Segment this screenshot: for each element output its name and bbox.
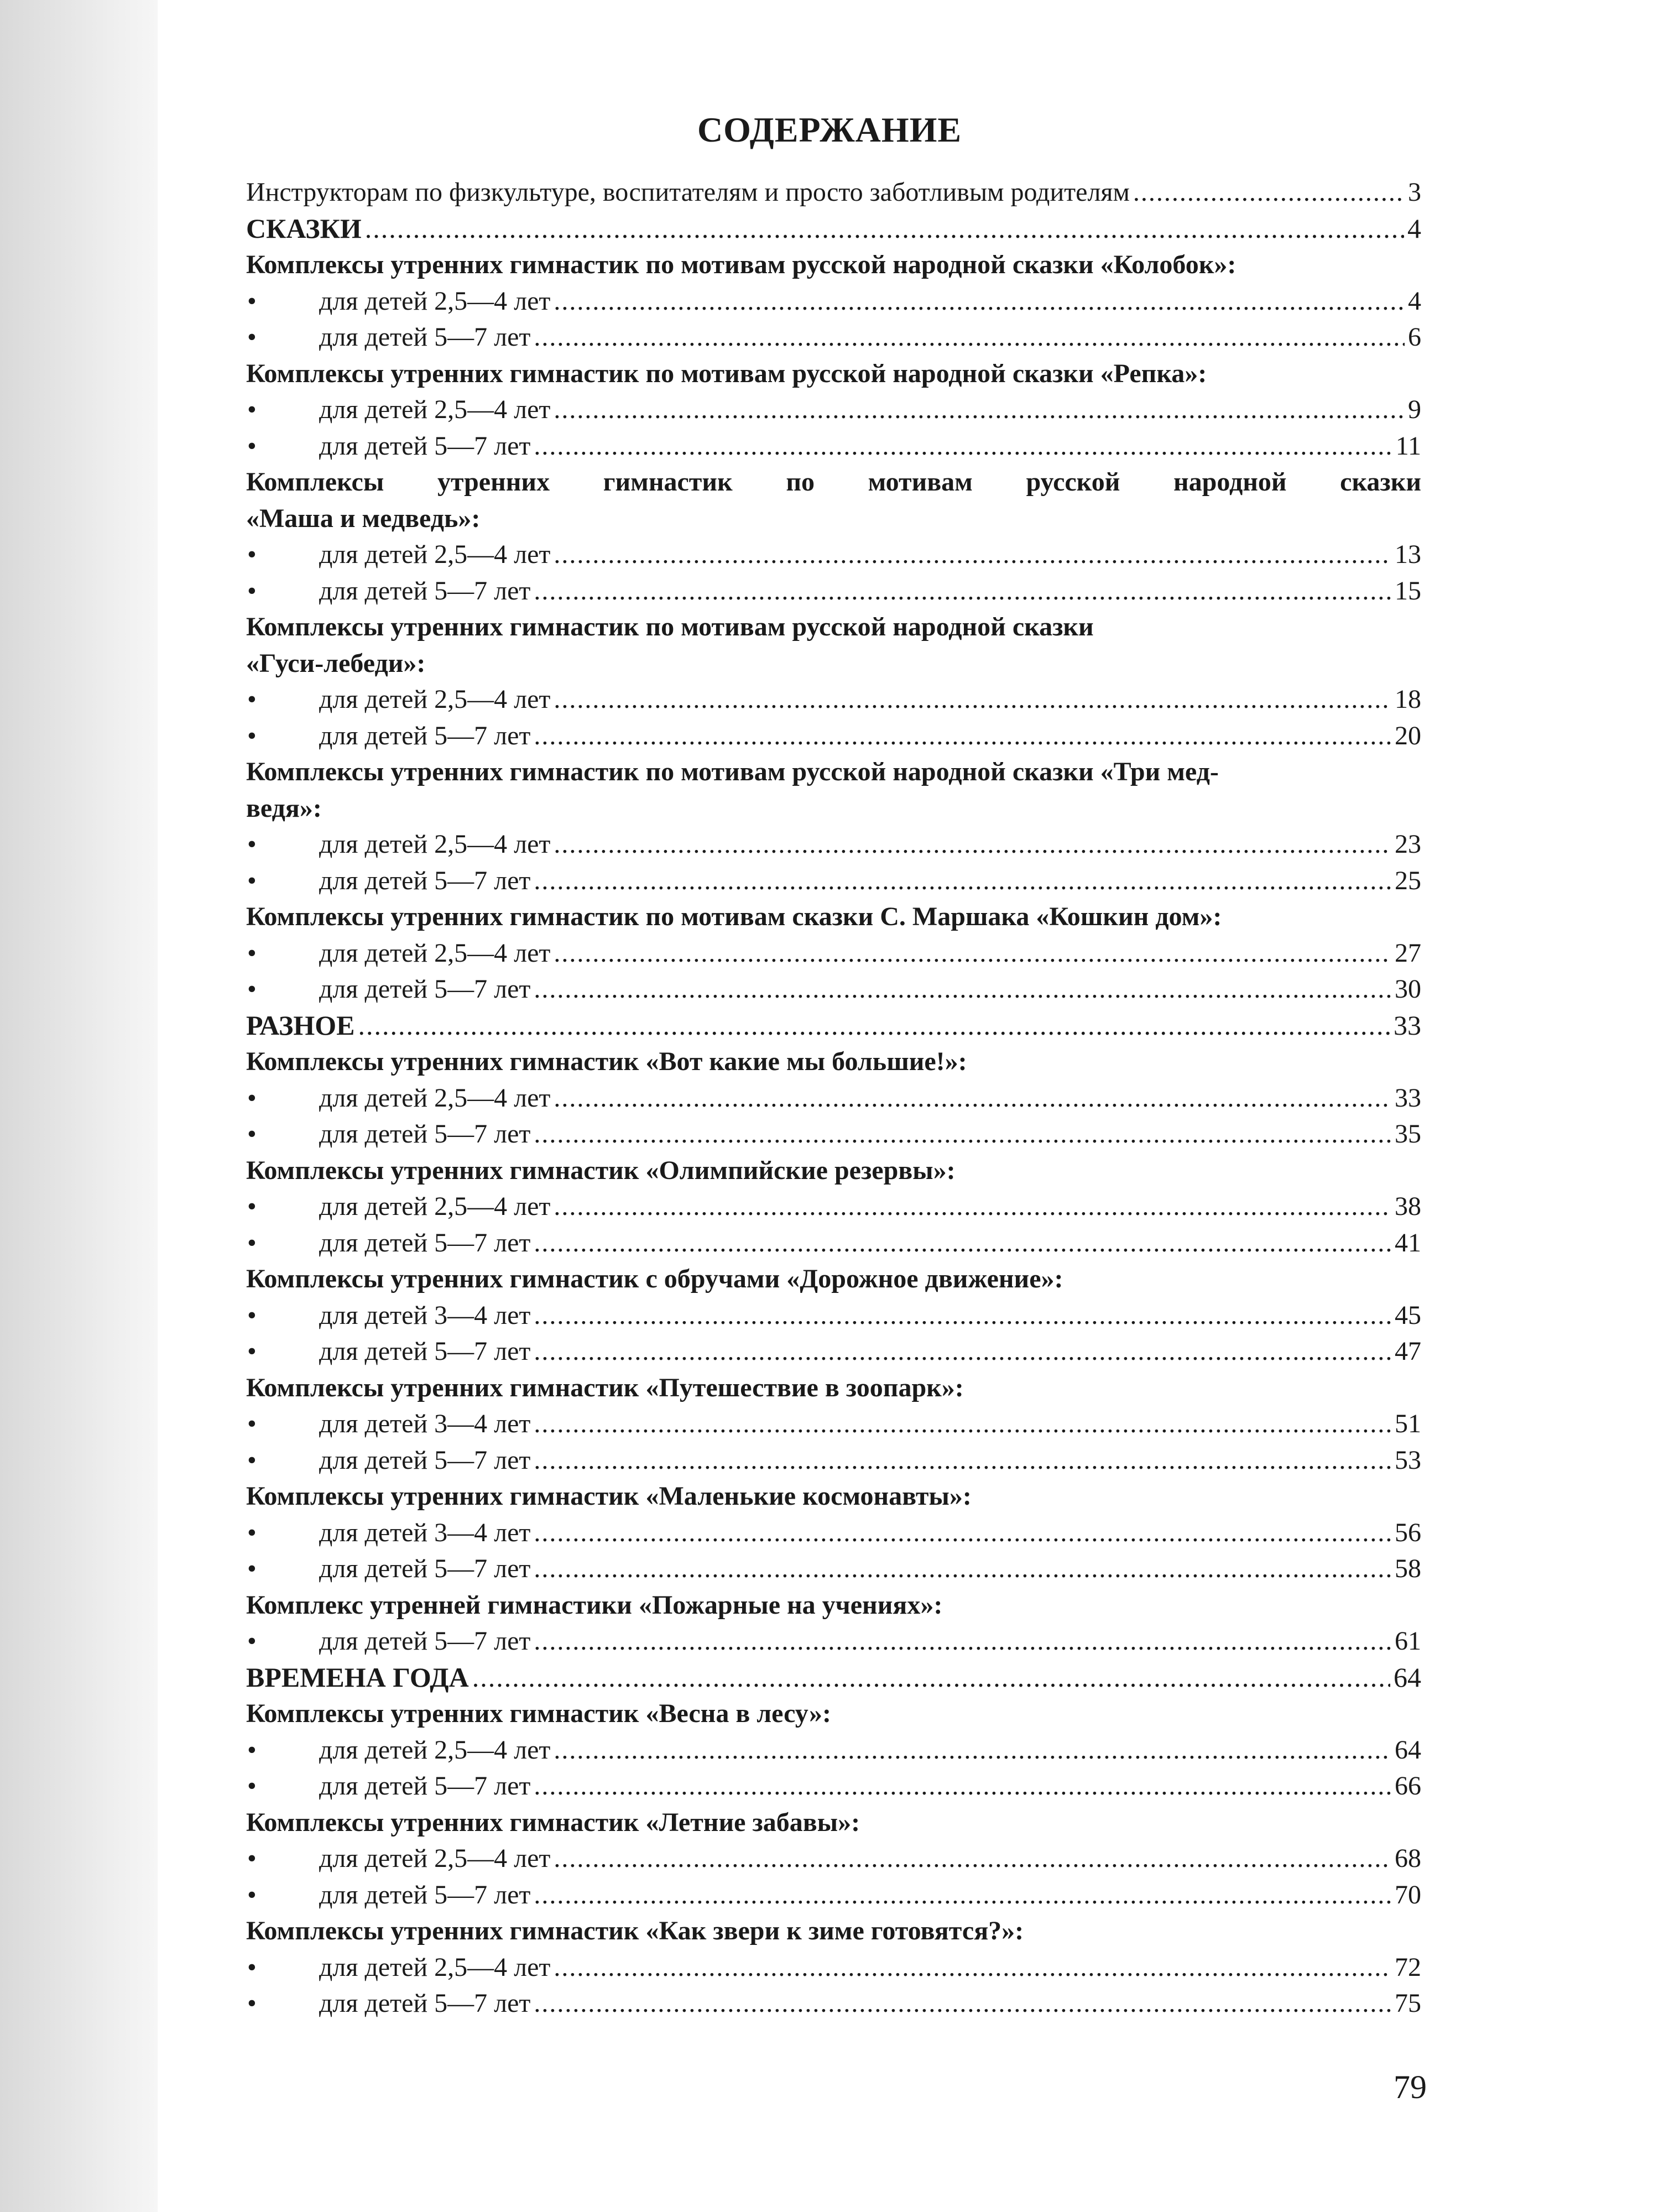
toc-entry-text: для детей 2,5—4 лет xyxy=(319,395,551,424)
dot-leader xyxy=(534,428,1392,465)
toc-subentry xyxy=(246,1515,1421,1551)
toc-page-number: 15 xyxy=(1395,576,1421,606)
toc-entry-text: для детей 5—7 лет xyxy=(319,322,531,352)
toc-subentry xyxy=(246,1442,1421,1479)
toc-heading xyxy=(246,464,1421,500)
toc-subentry xyxy=(246,1877,1421,1913)
bullet-icon: • xyxy=(247,938,257,968)
toc-entry-text: Комплексы утренних гимнастик по мотивам сказки С. Маршака «Кошкин дом»: xyxy=(246,902,1222,931)
bullet-icon: • xyxy=(247,1952,257,1982)
toc-subentry xyxy=(246,1949,1421,1986)
toc-subentry xyxy=(246,319,1421,356)
dot-leader xyxy=(554,935,1391,972)
bullet-icon: • xyxy=(247,431,257,461)
toc-subentry xyxy=(246,1985,1421,2022)
toc-entry-text: Комплексы утренних гимнастик «Весна в лесу»: xyxy=(246,1699,831,1728)
toc-page-number: 75 xyxy=(1395,1989,1421,2018)
toc-entry-text: Инструкторам по физкультуре, воспитателям и просто заботливым родителям xyxy=(246,178,1130,207)
dot-leader xyxy=(534,1551,1391,1587)
bullet-icon: • xyxy=(247,1300,257,1330)
toc-entry-text: для детей 5—7 лет xyxy=(319,1880,531,1910)
toc-subentry xyxy=(246,1840,1421,1877)
toc-page-number: 11 xyxy=(1395,431,1421,461)
toc-heading xyxy=(246,356,1421,392)
toc-entry-text: Комплексы утренних гимнастик по мотивам русской народной сказки xyxy=(246,467,1421,497)
dot-leader xyxy=(534,1116,1391,1152)
toc-subentry xyxy=(246,428,1421,465)
table-of-contents xyxy=(246,174,1421,2022)
toc-entry-text: для детей 2,5—4 лет xyxy=(319,1844,551,1873)
toc-page-number: 45 xyxy=(1395,1300,1421,1330)
toc-heading xyxy=(246,790,1421,827)
toc-subentry xyxy=(246,1080,1421,1117)
toc-page-number: 61 xyxy=(1395,1626,1421,1656)
toc-page-number: 33 xyxy=(1395,1083,1421,1113)
toc-entry-text: для детей 5—7 лет xyxy=(319,1554,531,1583)
toc-page-number: 9 xyxy=(1408,395,1421,424)
toc-heading xyxy=(246,1587,1421,1624)
dot-leader xyxy=(554,536,1391,573)
page-title: СОДЕРЖАНИЕ xyxy=(697,110,962,149)
toc-entry-text: для детей 2,5—4 лет xyxy=(319,685,551,714)
bullet-icon: • xyxy=(247,1844,257,1873)
page-edge-shadow xyxy=(0,0,158,2212)
toc-entry-text: Комплекс утренней гимнастики «Пожарные на учениях»: xyxy=(246,1590,943,1620)
bullet-icon: • xyxy=(247,1880,257,1910)
toc-entry-text: для детей 3—4 лет xyxy=(319,1517,531,1547)
toc-page-number: 64 xyxy=(1395,1735,1421,1765)
toc-subentry xyxy=(246,863,1421,899)
toc-entry-text: Комплексы утренних гимнастик по мотивам русской народной сказки xyxy=(246,612,1094,641)
toc-subentry xyxy=(246,1116,1421,1152)
bullet-icon: • xyxy=(247,322,257,352)
dot-leader xyxy=(534,1225,1391,1261)
toc-page-number: 30 xyxy=(1395,974,1421,1004)
toc-entry-text: для детей 2,5—4 лет xyxy=(319,830,551,859)
toc-subentry xyxy=(246,681,1421,718)
toc-page-number: 51 xyxy=(1395,1409,1421,1438)
toc-subentry xyxy=(246,1768,1421,1804)
toc-page-number: 41 xyxy=(1395,1228,1421,1258)
dot-leader xyxy=(554,1080,1391,1117)
dot-leader xyxy=(554,1949,1391,1986)
toc-entry-text: для детей 3—4 лет xyxy=(319,1409,531,1438)
toc-subentry xyxy=(246,536,1421,573)
bullet-icon: • xyxy=(247,540,257,569)
toc-page-number: 38 xyxy=(1395,1192,1421,1221)
bullet-icon: • xyxy=(247,865,257,895)
toc-subentry xyxy=(246,718,1421,754)
dot-leader xyxy=(534,1442,1391,1479)
dot-leader xyxy=(365,211,1404,247)
bullet-icon: • xyxy=(247,1119,257,1149)
toc-page-number: 33 xyxy=(1394,1009,1421,1041)
dot-leader xyxy=(534,1985,1391,2022)
dot-leader xyxy=(534,1877,1391,1913)
toc-entry-text: Комплексы утренних гимнастик «Вот какие мы большие!»: xyxy=(246,1047,967,1076)
toc-page-number: 20 xyxy=(1395,721,1421,750)
toc-entry-text: Комплексы утренних гимнастик «Летние забавы»: xyxy=(246,1807,860,1837)
dot-leader xyxy=(554,1732,1391,1768)
toc-heading xyxy=(246,754,1421,790)
toc-heading xyxy=(246,1804,1421,1841)
toc-page-number: 4 xyxy=(1408,286,1421,316)
toc-entry-text: для детей 5—7 лет xyxy=(319,431,531,461)
bullet-icon: • xyxy=(247,974,257,1004)
toc-entry-text: для детей 5—7 лет xyxy=(319,1337,531,1366)
toc-heading xyxy=(246,1913,1421,1949)
toc-page-number: 56 xyxy=(1395,1517,1421,1547)
bullet-icon: • xyxy=(247,830,257,859)
toc-subentry xyxy=(246,1333,1421,1370)
toc-entry-text: для детей 2,5—4 лет xyxy=(319,938,551,968)
toc-entry-text: Комплексы утренних гимнастик «Как звери к зиме готовятся?»: xyxy=(246,1916,1024,1945)
bullet-icon: • xyxy=(247,1554,257,1583)
toc-entry-text: для детей 5—7 лет xyxy=(319,1445,531,1475)
toc-heading xyxy=(246,1152,1421,1189)
toc-subentry xyxy=(246,1225,1421,1261)
dot-leader xyxy=(554,1188,1391,1225)
toc-subentry xyxy=(246,283,1421,320)
bullet-icon: • xyxy=(247,721,257,750)
page-number: 79 xyxy=(1394,2069,1427,2105)
dot-leader xyxy=(534,863,1391,899)
toc-heading xyxy=(246,609,1421,645)
toc-subentry xyxy=(246,573,1421,609)
toc-subentry xyxy=(246,1406,1421,1442)
bullet-icon: • xyxy=(247,1626,257,1656)
toc-subentry xyxy=(246,826,1421,863)
bullet-icon: • xyxy=(247,1445,257,1475)
toc-entry-text: Комплексы утренних гимнастик по мотивам русской народной сказки «Три мед- xyxy=(246,757,1219,786)
toc-entry-text: Комплексы утренних гимнастик с обручами «Дорожное движение»: xyxy=(246,1264,1063,1293)
toc-page-number: 6 xyxy=(1408,322,1421,352)
toc-page-number: 23 xyxy=(1395,830,1421,859)
toc-page-number: 25 xyxy=(1395,865,1421,895)
dot-leader xyxy=(534,319,1405,356)
toc-entry-text: Комплексы утренних гимнастик «Путешествие в зоопарк»: xyxy=(246,1373,964,1402)
dot-leader xyxy=(554,392,1405,428)
dot-leader xyxy=(554,1840,1391,1877)
toc-heading xyxy=(246,645,1421,682)
toc-subentry xyxy=(246,1732,1421,1768)
bullet-icon: • xyxy=(247,1409,257,1438)
bullet-icon: • xyxy=(247,1192,257,1221)
dot-leader xyxy=(554,283,1405,320)
toc-heading xyxy=(246,1370,1421,1406)
bullet-icon: • xyxy=(247,286,257,316)
toc-heading xyxy=(246,1478,1421,1515)
toc-heading xyxy=(246,899,1421,935)
toc-page-number: 58 xyxy=(1395,1554,1421,1583)
toc-section xyxy=(246,211,1421,247)
toc-entry-text: для детей 2,5—4 лет xyxy=(319,1735,551,1765)
toc-page-number: 47 xyxy=(1395,1337,1421,1366)
bullet-icon: • xyxy=(247,395,257,424)
toc-entry-text: Комплексы утренних гимнастик «Олимпийские резервы»: xyxy=(246,1155,956,1185)
toc-section xyxy=(246,1660,1421,1696)
toc-entry-text: для детей 5—7 лет xyxy=(319,865,531,895)
bullet-icon: • xyxy=(247,1228,257,1258)
toc-page-number: 53 xyxy=(1395,1445,1421,1475)
dot-leader xyxy=(554,826,1391,863)
toc-entry-text: для детей 5—7 лет xyxy=(319,721,531,750)
toc-subentry xyxy=(246,1297,1421,1334)
dot-leader xyxy=(534,1406,1391,1442)
toc-page-number: 70 xyxy=(1395,1880,1421,1910)
toc-entry-text: Комплексы утренних гимнастик по мотивам русской народной сказки «Репка»: xyxy=(246,358,1207,388)
dot-leader xyxy=(358,1008,1390,1044)
bullet-icon: • xyxy=(247,1517,257,1547)
toc-heading xyxy=(246,1044,1421,1080)
toc-page-number: 4 xyxy=(1407,212,1421,244)
toc-entry-text: для детей 5—7 лет xyxy=(319,974,531,1004)
toc-subentry xyxy=(246,935,1421,972)
bullet-icon: • xyxy=(247,1735,257,1765)
toc-heading xyxy=(246,1261,1421,1297)
dot-leader xyxy=(534,1515,1391,1551)
toc-section xyxy=(246,1008,1421,1044)
dot-leader xyxy=(534,718,1391,754)
dot-leader xyxy=(554,681,1391,718)
toc-page-number: 68 xyxy=(1395,1844,1421,1873)
bullet-icon: • xyxy=(247,685,257,714)
toc-entry-text: СКАЗКИ xyxy=(246,212,362,244)
dot-leader xyxy=(534,573,1391,609)
toc-page-number: 72 xyxy=(1395,1952,1421,1982)
bullet-icon: • xyxy=(247,1083,257,1113)
toc-entry-text: для детей 2,5—4 лет xyxy=(319,1083,551,1113)
toc-page-number: 3 xyxy=(1408,178,1421,207)
toc-page-number: 18 xyxy=(1395,685,1421,714)
toc-entry-text: для детей 2,5—4 лет xyxy=(319,1952,551,1982)
dot-leader xyxy=(534,1768,1391,1804)
bullet-icon: • xyxy=(247,1337,257,1366)
toc-entry-text: для детей 5—7 лет xyxy=(319,1119,531,1149)
toc-subentry xyxy=(246,971,1421,1008)
toc-entry xyxy=(246,174,1421,211)
toc-entry-text: РАЗНОЕ xyxy=(246,1009,355,1041)
toc-subentry xyxy=(246,1551,1421,1587)
toc-subentry xyxy=(246,392,1421,428)
dot-leader xyxy=(534,971,1391,1008)
toc-entry-text: «Гуси-лебеди»: xyxy=(246,648,426,678)
toc-entry-text: для детей 5—7 лет xyxy=(319,576,531,606)
toc-subentry xyxy=(246,1188,1421,1225)
toc-page-number: 64 xyxy=(1394,1661,1421,1693)
dot-leader xyxy=(1133,174,1405,211)
toc-heading xyxy=(246,500,1421,537)
toc-entry-text: для детей 5—7 лет xyxy=(319,1626,531,1656)
toc-entry-text: для детей 2,5—4 лет xyxy=(319,1192,551,1221)
toc-entry-text: «Маша и медведь»: xyxy=(246,503,481,533)
dot-leader xyxy=(534,1623,1391,1660)
toc-entry-text: Комплексы утренних гимнастик по мотивам русской народной сказки «Колобок»: xyxy=(246,250,1237,279)
toc-heading xyxy=(246,247,1421,283)
toc-entry-text: для детей 2,5—4 лет xyxy=(319,286,551,316)
dot-leader xyxy=(534,1333,1391,1370)
bullet-icon: • xyxy=(247,1989,257,2018)
toc-entry-text: для детей 2,5—4 лет xyxy=(319,540,551,569)
bullet-icon: • xyxy=(247,1771,257,1801)
bullet-icon: • xyxy=(247,576,257,606)
dot-leader xyxy=(534,1297,1391,1334)
toc-page-number: 27 xyxy=(1395,938,1421,968)
toc-page-number: 66 xyxy=(1395,1771,1421,1801)
dot-leader xyxy=(472,1660,1390,1696)
toc-entry-text: ВРЕМЕНА ГОДА xyxy=(246,1661,469,1693)
toc-entry-text: ведя»: xyxy=(246,793,322,823)
toc-entry-text: для детей 5—7 лет xyxy=(319,1228,531,1258)
toc-entry-text: Комплексы утренних гимнастик «Маленькие космонавты»: xyxy=(246,1481,972,1511)
toc-entry-text: для детей 5—7 лет xyxy=(319,1989,531,2018)
toc-page-number: 13 xyxy=(1395,540,1421,569)
toc-entry-text: для детей 3—4 лет xyxy=(319,1300,531,1330)
toc-subentry xyxy=(246,1623,1421,1660)
toc-heading xyxy=(246,1695,1421,1732)
toc-page-number: 35 xyxy=(1395,1119,1421,1149)
toc-entry-text: для детей 5—7 лет xyxy=(319,1771,531,1801)
